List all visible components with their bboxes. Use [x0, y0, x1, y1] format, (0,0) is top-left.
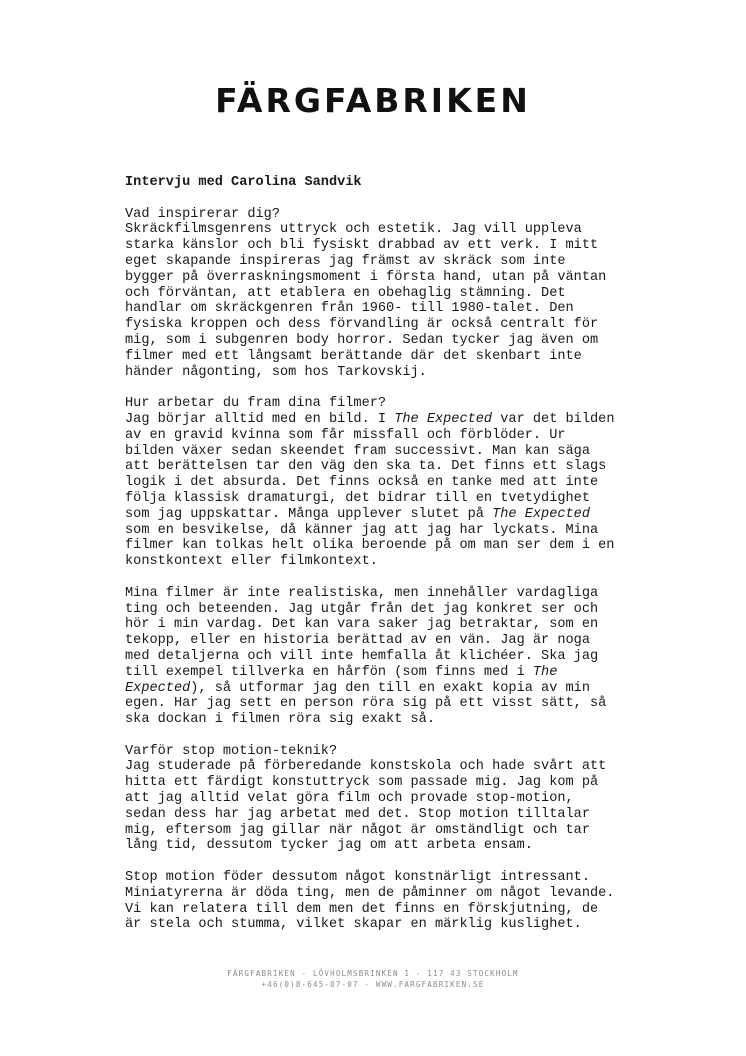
section-miniatures [125, 870, 645, 933]
text-run: var det bilden [492, 411, 615, 427]
paragraph-line: Jag studerade på förberedande konstskola och hade svårt att [125, 759, 607, 775]
section-realism [125, 586, 645, 728]
paragraph-line: filmer med ett långsamt berättande där det skenbart inte [125, 348, 582, 364]
paragraph-line: handlar om skräckgenren från 1960- till 1980-talet. Den [125, 301, 574, 317]
paragraph-line: följa klassisk dramaturgi, det bidrar till en tvetydighet [125, 490, 590, 506]
paragraph-line: hör i min vardag. Det kan vara saker jag betraktar, som en [125, 617, 599, 633]
paragraph-line [125, 412, 645, 428]
brand-logo: FÄRGFABRIKEN [215, 81, 531, 120]
paragraph-line: att berättelsen tar den väg den ska ta. Det finns ett slags [125, 459, 607, 475]
section-question: Vad inspirerar dig? [125, 206, 280, 222]
paragraph-line: eget skapande inspireras jag främst av skräck som inte [125, 253, 566, 269]
film-title: The [532, 664, 558, 680]
paragraph-line [125, 665, 645, 681]
film-title: Expected [125, 680, 191, 696]
footer-address: FÄRGFABRIKEN - LÖVHOLMSBRINKEN 1 - 117 43 STOCKHOLM [227, 969, 519, 978]
paragraph-line: händer någonting, som hos Tarkovskij. [125, 364, 427, 380]
paragraph-line: lång tid, dessutom tycker jag om att arbeta ensam. [125, 838, 533, 854]
paragraph-line: mig, eftersom jag gillar när något är omständligt och tar [125, 822, 590, 838]
film-title: The Expected [394, 411, 493, 427]
paragraph-line: tekopp, eller en historia berättad av en vän. Jag är noga [125, 633, 590, 649]
paragraph-line: är stela och stumma, vilket skapar en märklig kuslighet. [125, 917, 582, 933]
footer-contact: +46(0)8-645-07-07 - WWW.FARGFABRIKEN.SE [261, 980, 485, 989]
text-run: som jag uppskattar. Många upplever slutet på [125, 506, 493, 522]
section-inspiration [125, 207, 645, 381]
paragraph-line: fysiska kroppen och dess förvandling är också centralt för [125, 317, 599, 333]
film-title: The Expected [492, 506, 590, 522]
text-run: Jag börjar alltid med en bild. I [125, 411, 395, 427]
section-question: Varför stop motion-teknik? [125, 743, 338, 759]
paragraph-line: att jag alltid velat göra film och provade stop-motion, [125, 791, 574, 807]
page-footer [0, 968, 746, 990]
paragraph-line: hitta ett färdigt konstuttryck som passade mig. Jag kom på [125, 775, 599, 791]
paragraph-line: bygger på överraskningsmoment i första hand, utan på väntan [125, 269, 607, 285]
article-title: Intervju med Carolina Sandvik [125, 175, 362, 190]
paragraph-line: egen. Har jag sett en person röra sig på ett visst sätt, så [125, 696, 607, 712]
paragraph-line [125, 507, 645, 523]
paragraph-line: av en gravid kvinna som får missfall och förblöder. Ur [125, 427, 566, 443]
paragraph-line: Vi kan relatera till dem men det finns en förskjutning, de [125, 901, 599, 917]
section-stop-motion [125, 744, 645, 855]
paragraph-line [125, 681, 645, 697]
paragraph-line: konstkontext eller filmkontext. [125, 554, 378, 570]
section-process [125, 396, 645, 570]
paragraph-line: Skräckfilmsgenrens uttryck och estetik. Jag vill uppleva [125, 222, 582, 238]
paragraph-line: mig, som i subgenren body horror. Sedan tycker jag även om [125, 332, 599, 348]
paragraph-line: ska dockan i filmen röra sig exakt så. [125, 712, 435, 728]
text-run: till exempel tillverka en hårfön (som finns med i [125, 664, 533, 680]
paragraph-line: och förväntan, att etablera en obehaglig stämning. Det [125, 285, 566, 301]
paragraph-line: bilden växer sedan skeendet fram successivt. Man kan säga [125, 443, 590, 459]
paragraph-line: filmer kan tolkas helt olika beroende på om man ser dem i en [125, 538, 615, 554]
paragraph-line: som en besvikelse, då känner jag att jag har lyckats. Mina [125, 522, 599, 538]
paragraph-line: med detaljerna och vill inte hemfalla åt klichéer. Ska jag [125, 648, 599, 664]
paragraph-line: logik i det absurda. Det finns också en tanke med att inte [125, 475, 599, 491]
paragraph-line: sedan dess har jag arbetat med det. Stop motion tilltalar [125, 806, 590, 822]
paragraph-line: Mina filmer är inte realistiska, men innehåller vardagliga [125, 585, 599, 601]
paragraph-line: Stop motion föder dessutom något konstnärligt intressant. [125, 870, 590, 886]
article [125, 175, 645, 949]
paragraph-line: starka känslor och bli fysiskt drabbad av ett verk. I mitt [125, 238, 599, 254]
section-question: Hur arbetar du fram dina filmer? [125, 396, 387, 412]
paragraph-line: Miniatyrerna är döda ting, men de påminner om något levande. [125, 885, 615, 901]
text-run: ), så utformar jag den till en exakt kopia av min [190, 680, 590, 696]
paragraph-line: ting och beteenden. Jag utgår från det jag konkret ser och [125, 601, 599, 617]
